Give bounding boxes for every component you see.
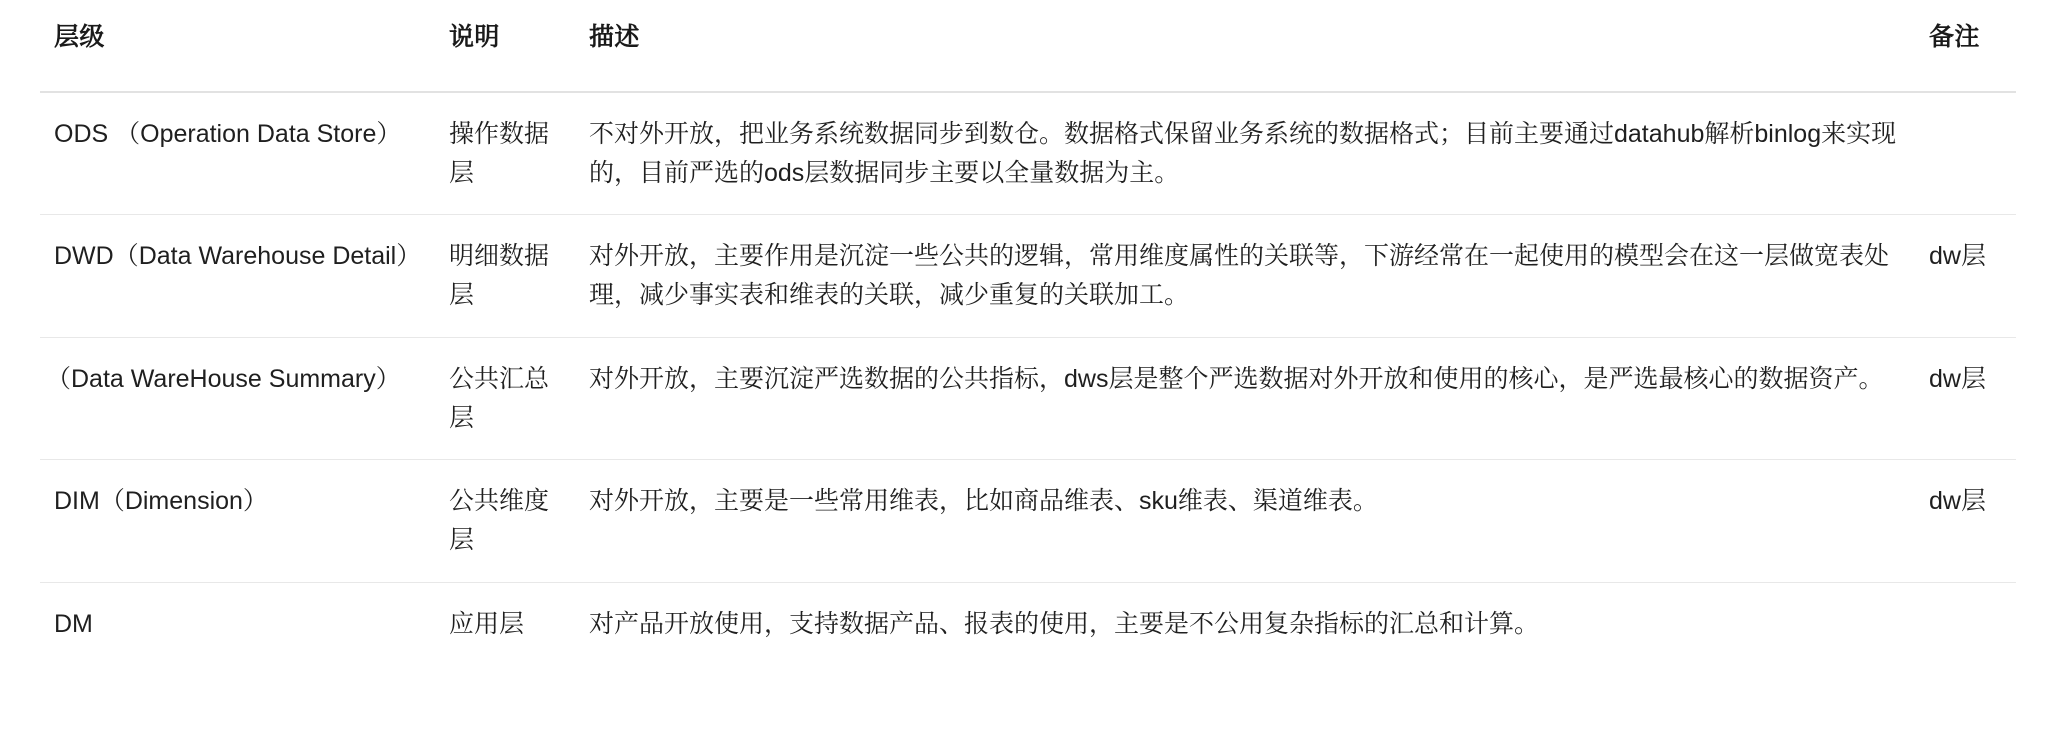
cell-name: 明细数据层 bbox=[435, 215, 575, 338]
cell-note: dw层 bbox=[1915, 337, 2016, 460]
cell-description: 对产品开放使用，支持数据产品、报表的使用，主要是不公用复杂指标的汇总和计算。 bbox=[589, 609, 1540, 638]
cell-note bbox=[1915, 92, 2016, 215]
table-row bbox=[40, 337, 2016, 460]
table-row bbox=[40, 460, 2016, 583]
cell-name: 公共维度层 bbox=[435, 460, 575, 583]
table-row bbox=[40, 92, 2016, 215]
cell-description: 对外开放，主要沉淀严选数据的公共指标，dws层是整个严选数据对外开放和使用的核心，是严选最核心的数据资产。 bbox=[575, 337, 1915, 460]
column-header-note: 备注 bbox=[1915, 0, 2016, 92]
table-row bbox=[40, 582, 2016, 665]
column-header-level: 层级 bbox=[40, 0, 435, 92]
data-warehouse-layer-table bbox=[40, 0, 2016, 666]
cell-level: （Data WareHouse Summary） bbox=[40, 337, 435, 460]
table-row bbox=[40, 215, 2016, 338]
cell-description: 对外开放，主要是一些常用维表，比如商品维表、sku维表、渠道维表。 bbox=[575, 460, 1915, 583]
cell-name: 应用层 bbox=[449, 609, 525, 638]
cell-note: dw层 bbox=[1915, 460, 2016, 583]
cell-name: 操作数据层 bbox=[435, 92, 575, 215]
cell-level: DIM（Dimension） bbox=[40, 460, 435, 583]
column-header-name: 说明 bbox=[435, 0, 575, 92]
table-header bbox=[40, 0, 2016, 92]
column-header-description: 描述 bbox=[575, 0, 1915, 92]
cell-description: 对外开放，主要作用是沉淀一些公共的逻辑，常用维度属性的关联等，下游经常在一起使用的模型会在这一层做宽表处理，减少事实表和维表的关联，减少重复的关联加工。 bbox=[575, 215, 1915, 338]
cell-level: ODS （Operation Data Store） bbox=[40, 92, 435, 215]
cell-description: 不对外开放，把业务系统数据同步到数仓。数据格式保留业务系统的数据格式；目前主要通过datahub解析binlog来实现的，目前严选的ods层数据同步主要以全量数据为主。 bbox=[575, 92, 1915, 215]
table-header-row bbox=[40, 0, 2016, 92]
cell-note bbox=[1915, 582, 2016, 665]
cell-name: 公共汇总层 bbox=[435, 337, 575, 460]
table-body bbox=[40, 92, 2016, 666]
cell-level: DM bbox=[54, 609, 93, 638]
cell-level: DWD（Data Warehouse Detail） bbox=[40, 215, 435, 338]
cell-note: dw层 bbox=[1915, 215, 2016, 338]
